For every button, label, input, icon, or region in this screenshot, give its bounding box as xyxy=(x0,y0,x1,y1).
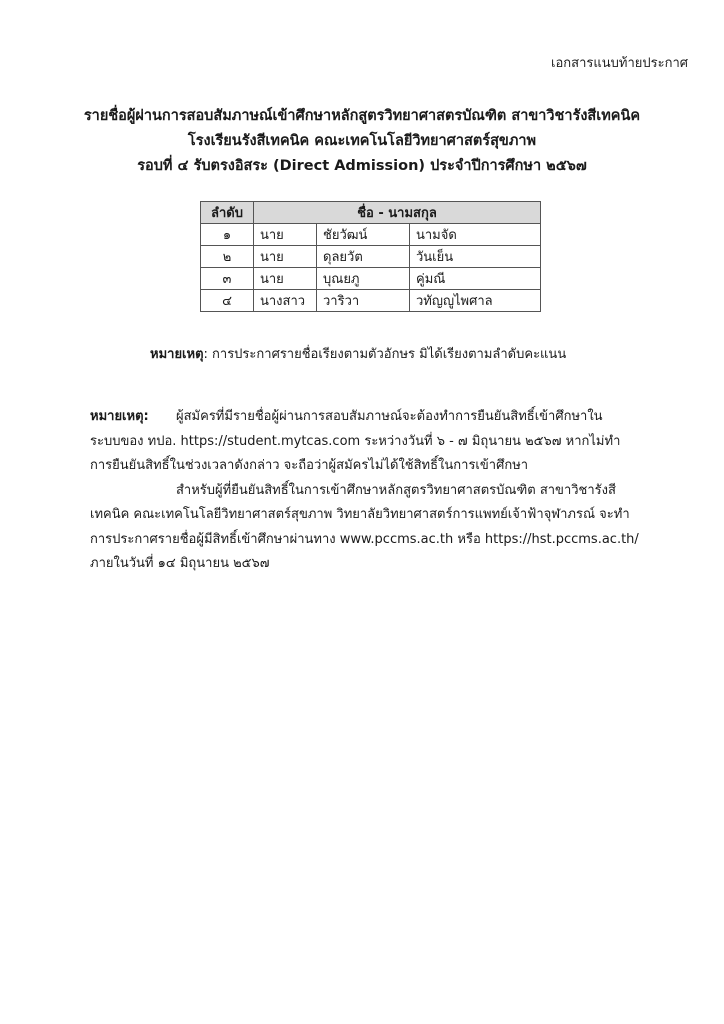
confirmation-remark-label: หมายเหตุ: xyxy=(90,409,149,424)
remark-line-1: ผู้สมัครที่มีรายชื่อผู้ผ่านการสอบสัมภาษณ์จะต้องทำการยืนยันสิทธิ์เข้าศึกษาใน xyxy=(176,409,603,424)
header-name: ชื่อ - นามสกุล xyxy=(254,202,541,224)
ordering-remark-text: : การประกาศรายชื่อเรียงตามตัวอักษร มิได้เรียงตามลำดับคะแนน xyxy=(203,347,567,362)
cell-prefix: นาย xyxy=(254,224,317,246)
ordering-remark-label: หมายเหตุ xyxy=(150,347,204,362)
table-row xyxy=(201,290,541,312)
cell-first-name: ชัยวัฒน์ xyxy=(317,224,410,246)
remark-line xyxy=(90,405,638,430)
title-line-3: รอบที่ ๔ รับตรงอิสระ (Direct Admission) ประจำปีการศึกษา ๒๕๖๗ xyxy=(137,158,587,174)
remark-line-3: การยืนยันสิทธิ์ในช่วงเวลาดังกล่าว จะถือว่าผู้สมัครไม่ได้ใช้สิทธิ์ในการเข้าศึกษา xyxy=(90,458,529,473)
cell-first-name: ดุลยวัต xyxy=(317,246,410,268)
remark-line-2: ระบบของ ทปอ. https://student.mytcas.com ระหว่างวันที่ ๖ - ๗ มิถุนายน ๒๕๖๗ หากไม่ทำ xyxy=(90,433,621,449)
cell-prefix: นาย xyxy=(254,268,317,290)
ordering-remark xyxy=(150,343,566,364)
remark-line-7: ภายในวันที่ ๑๔ มิถุนายน ๒๕๖๗ xyxy=(90,556,270,571)
table-header-row xyxy=(201,202,541,224)
title-line-2: โรงเรียนรังสีเทคนิค คณะเทคโนโลยีวิทยาศาสตร์สุขภาพ xyxy=(187,133,537,149)
cell-order: ๓ xyxy=(201,268,254,290)
title-line-1: รายชื่อผู้ผ่านการสอบสัมภาษณ์เข้าศึกษาหลักสูตรวิทยาศาสตรบัณฑิต สาขาวิชารังสีเทคนิค xyxy=(83,108,641,124)
remark-line-6: การประกาศรายชื่อผู้มีสิทธิ์เข้าศึกษาผ่านทาง www.pccms.ac.th หรือ https://hst.pccms.ac.th/ xyxy=(90,531,639,547)
attachment-note: เอกสารแนบท้ายประกาศ xyxy=(551,56,688,71)
cell-last-name: วทัญญูไพศาล xyxy=(410,290,541,312)
cell-prefix: นาย xyxy=(254,246,317,268)
cell-first-name: บุณยภู xyxy=(317,268,410,290)
cell-last-name: คู่มณี xyxy=(410,268,541,290)
cell-prefix: นางสาว xyxy=(254,290,317,312)
confirmation-remark xyxy=(90,405,638,577)
table-row xyxy=(201,224,541,246)
remark-line-5: เทคนิค คณะเทคโนโลยีวิทยาศาสตร์สุขภาพ วิทยาลัยวิทยาศาสตร์การแพทย์เจ้าฟ้าจุฬาภรณ์ จะทำ xyxy=(90,507,630,522)
cell-first-name: วาริวา xyxy=(317,290,410,312)
remark-line-4: สำหรับผู้ที่ยืนยันสิทธิ์ในการเข้าศึกษาหลักสูตรวิทยาศาสตรบัณฑิต สาขาวิชารังสี xyxy=(176,482,616,498)
table-row xyxy=(201,246,541,268)
cell-order: ๑ xyxy=(201,224,254,246)
document-title xyxy=(0,104,724,179)
remark-line xyxy=(90,479,638,504)
cell-order: ๒ xyxy=(201,246,254,268)
passed-candidates-table xyxy=(200,201,541,312)
cell-order: ๔ xyxy=(201,290,254,312)
cell-last-name: วันเย็น xyxy=(410,246,541,268)
cell-last-name: นามจัด xyxy=(410,224,541,246)
header-order: ลำดับ xyxy=(201,202,254,224)
table-row xyxy=(201,268,541,290)
